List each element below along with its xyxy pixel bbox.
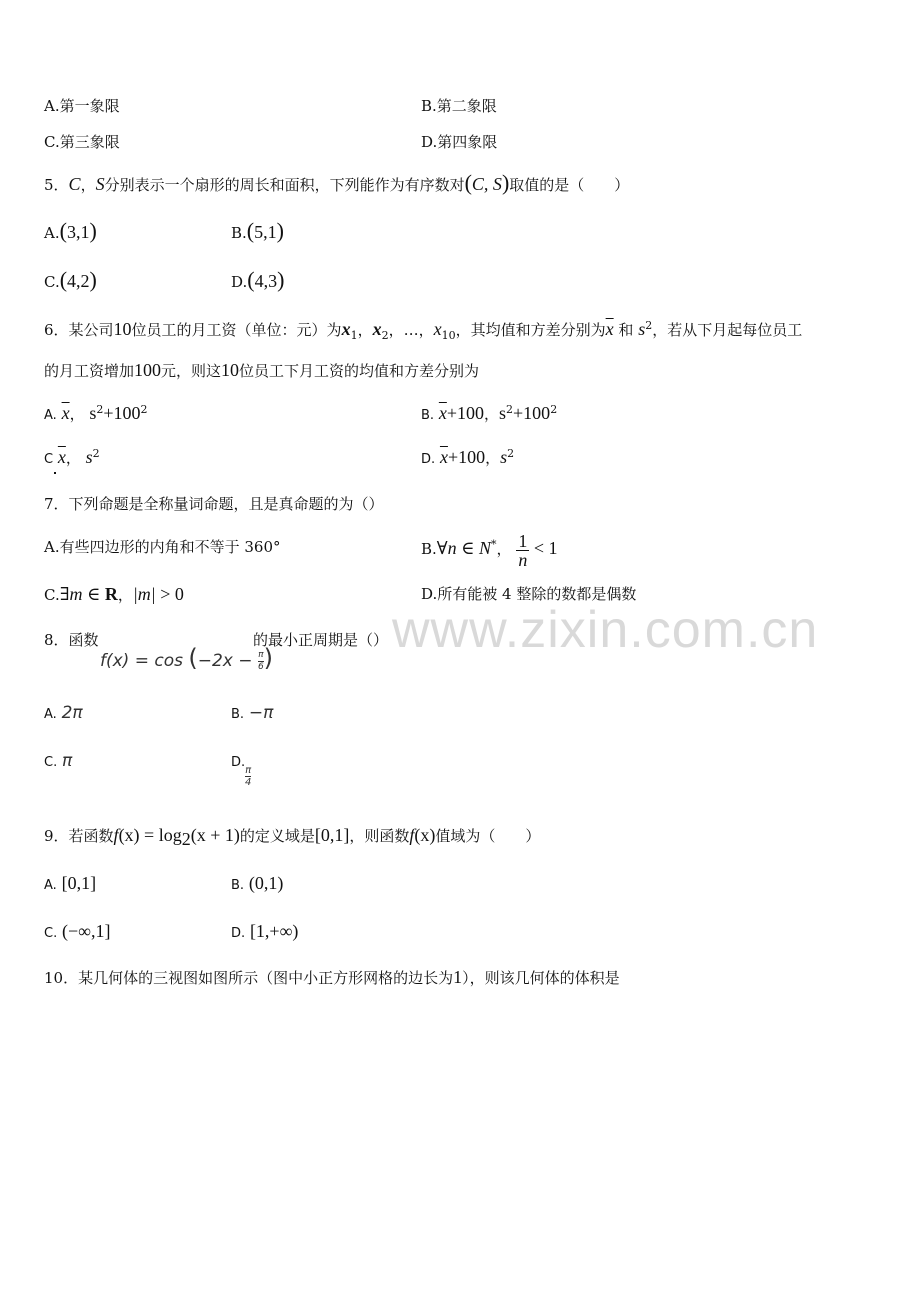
q7-option-d: D.所有能被 4 整除的数都是偶数 <box>421 585 637 603</box>
q6-option-b: B. $\overline{x}+100$，$s^2+100^2$ <box>421 403 558 423</box>
q4-option-b: B.第二象限 <box>421 97 497 115</box>
q5-option-b: B.(5,1) <box>231 218 284 243</box>
q7-option-a: A.有些四边形的内角和不等于 360° <box>44 538 281 556</box>
q6-option-c: C $\overline{x}$， $s^2$ <box>44 447 100 467</box>
q7-fraction: $\frac{1}{n}$ <box>518 530 528 570</box>
q4-option-a: A.第一象限 <box>44 97 120 115</box>
q4-option-d: D.第四象限 <box>421 133 498 151</box>
q9-option-a: A. [0,1] <box>44 873 97 893</box>
q5-option-d: D.(4,3) <box>231 267 285 292</box>
q8-option-b: B. −π <box>231 703 274 723</box>
q6-option-a: A. $\overline{x}$， $s^2+100^2$ <box>44 403 148 423</box>
watermark: www.zixin.com.cn <box>392 601 819 659</box>
q7-stem: 7．下列命题是全称量词命题，且是真命题的为（） <box>44 495 384 513</box>
q8-option-c: C. π <box>44 751 73 771</box>
q8-formula: f(x) = cos (−2x − $\frac{\pi}{6}$) <box>100 644 274 672</box>
q6-stem-line2: 的月工资增加100元，则这10位员工下月工资的均值和方差分别为 <box>44 360 480 380</box>
q8-option-d: D. <box>231 755 246 770</box>
q6-stem-line1: 6．某公司10位员工的月工资（单位：元）为$x_1$，$x_2$，…，$x_{10}$，其均值和方差分别为$\overline{x}$ 和 $s^2$，若从下月起每位员工 <box>44 319 803 342</box>
q8-stem-pre: 8．函数 <box>44 631 99 649</box>
stray-dot <box>54 472 56 474</box>
q9-option-b: B. (0,1) <box>231 873 284 893</box>
q9-option-c: C. (−∞,1] <box>44 921 111 941</box>
q9-stem: 9．若函数$f(x) = \log_2(x + 1)$的定义域是[0,1]，则函数f(x)值域为（ ） <box>44 825 541 849</box>
q9-option-d: D. [1,+∞) <box>231 921 299 941</box>
q8-option-a: A. 2π <box>44 703 83 723</box>
q5-option-a: A.(3,1) <box>44 218 97 243</box>
q8-option-d-fraction: $\frac{\pi}{4}$ <box>245 764 252 788</box>
q4-option-c: C.第三象限 <box>44 133 120 151</box>
q5-option-c: C.(4,2) <box>44 267 97 292</box>
q10-stem: 10．某几何体的三视图如图所示（图中小正方形网格的边长为1），则该几何体的体积是 <box>44 967 620 987</box>
q6-option-d: D. $\overline{x}+100$，$s^2$ <box>421 447 515 467</box>
q7-option-b: B.∀n ∈ N*， $\frac{1}{n}$ < 1 <box>421 530 558 570</box>
q8-stem-post: 的最小正周期是（） <box>253 631 389 649</box>
q7-option-c: C.∃m ∈ R，|m| > 0 <box>44 584 184 604</box>
q5-stem: 5．C，S分别表示一个扇形的周长和面积，下列能作为有序数对(C, S)取值的是（ ） <box>44 170 630 195</box>
